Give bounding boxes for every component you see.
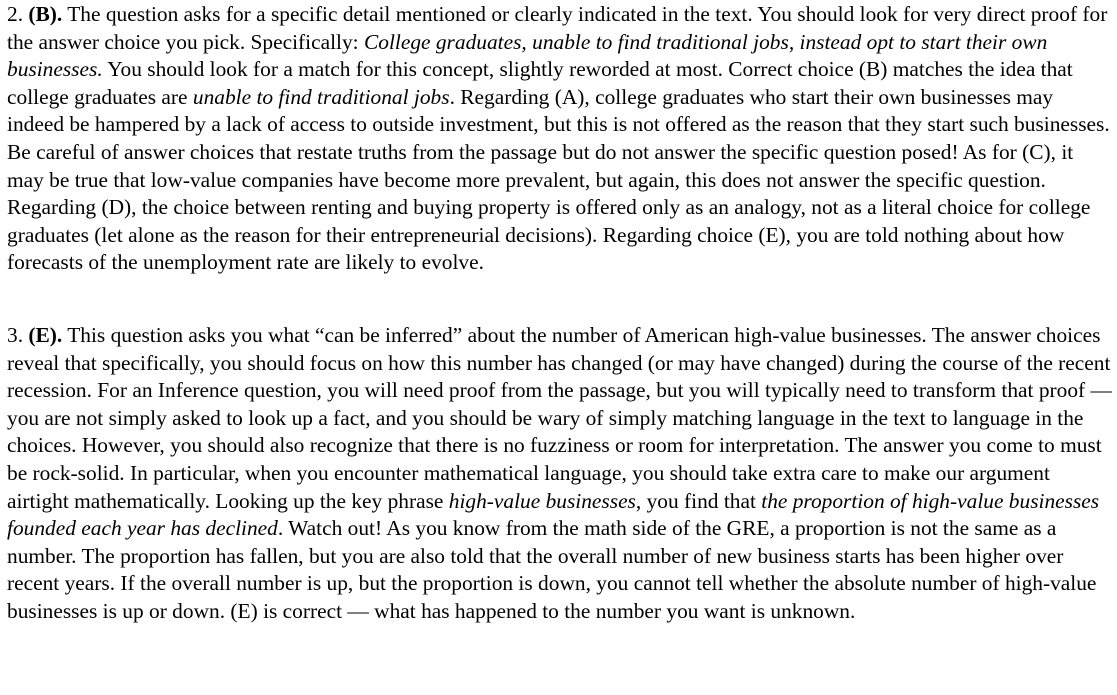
answer-2-text-3: . Regarding (A), college graduates who start their own businesses may indeed be hampered by a lack of access to outside investment, but this is not offered as the reason that they start such businesses. Be careful of answer choices that restate truths from the passage but do not answer the specific question posed! As for (C), it may be true that low-value companies have become more prevalent, but again, this does not answer the specific question. Regarding (D), the choice between renting and buying property is offered only as an analogy, not as a literal choice for college graduates (let alone as the reason for their entrepreneurial decisions). Regarding choice (E), you are told nothing about how forecasts of the unemployment rate are likely to evolve. bbox=[7, 84, 1110, 275]
answer-2-text-2: You should look for a match for this concept, slightly reworded at most. Correct choice (B) matches the idea that college graduates are bbox=[7, 57, 1073, 109]
answer-3-number: 3. bbox=[7, 322, 29, 347]
answer-3-text-2: , you find that bbox=[635, 488, 762, 513]
answer-2-quote-1: College graduates, unable to find traditional jobs, instead opt to start their own businesses. bbox=[7, 29, 1048, 82]
answer-3-choice: (E). bbox=[28, 322, 63, 347]
answer-2-text-1: The question asks for a specific detail mentioned or clearly indicated in the text. You should look for very direct proof for the answer choice you pick. Specifically: bbox=[7, 2, 1108, 54]
answer-explanations-page bbox=[7, 0, 1113, 625]
answer-3-quote-1: high-value businesses bbox=[448, 488, 636, 513]
answer-2-explanation bbox=[7, 1, 1113, 277]
answer-2-choice: (B). bbox=[28, 2, 63, 26]
answer-3-text-1: This question asks you what “can be inferred” about the number of American high-value businesses. The answer choices reveal that specifically, you should focus on how this number has changed (or may have changed) during the course of the recent recession. For an Inference question, you will need proof from the passage, but you will typically need to transform that proof — you are not simply asked to look up a fact, and you should be wary of simply matching language in the text to language in the choices. However, you should also recognize that there is no fuzziness or room for interpretation. The answer you come to must be rock-solid. In particular, when you encounter mathematical language, you should take extra care to make our argument airtight mathematically. Looking up the key phrase bbox=[7, 322, 1112, 513]
answer-3-explanation bbox=[7, 322, 1113, 626]
answer-2-number: 2. bbox=[7, 2, 29, 26]
answer-3-quote-2: the proportion of high-value businesses founded each year has declined bbox=[7, 488, 1100, 541]
answer-2-quote-2: unable to find traditional jobs bbox=[192, 84, 450, 109]
answer-3-text-3: . Watch out! As you know from the math side of the GRE, a proportion is not the same as a number. The proportion has fallen, but you are also told that the overall number of new business starts has been higher over recent years. If the overall number is up, but the proportion is down, you cannot tell whether the absolute number of high-value businesses is up or down. (E) is correct — what has happened to the number you want is unknown. bbox=[7, 516, 1097, 623]
